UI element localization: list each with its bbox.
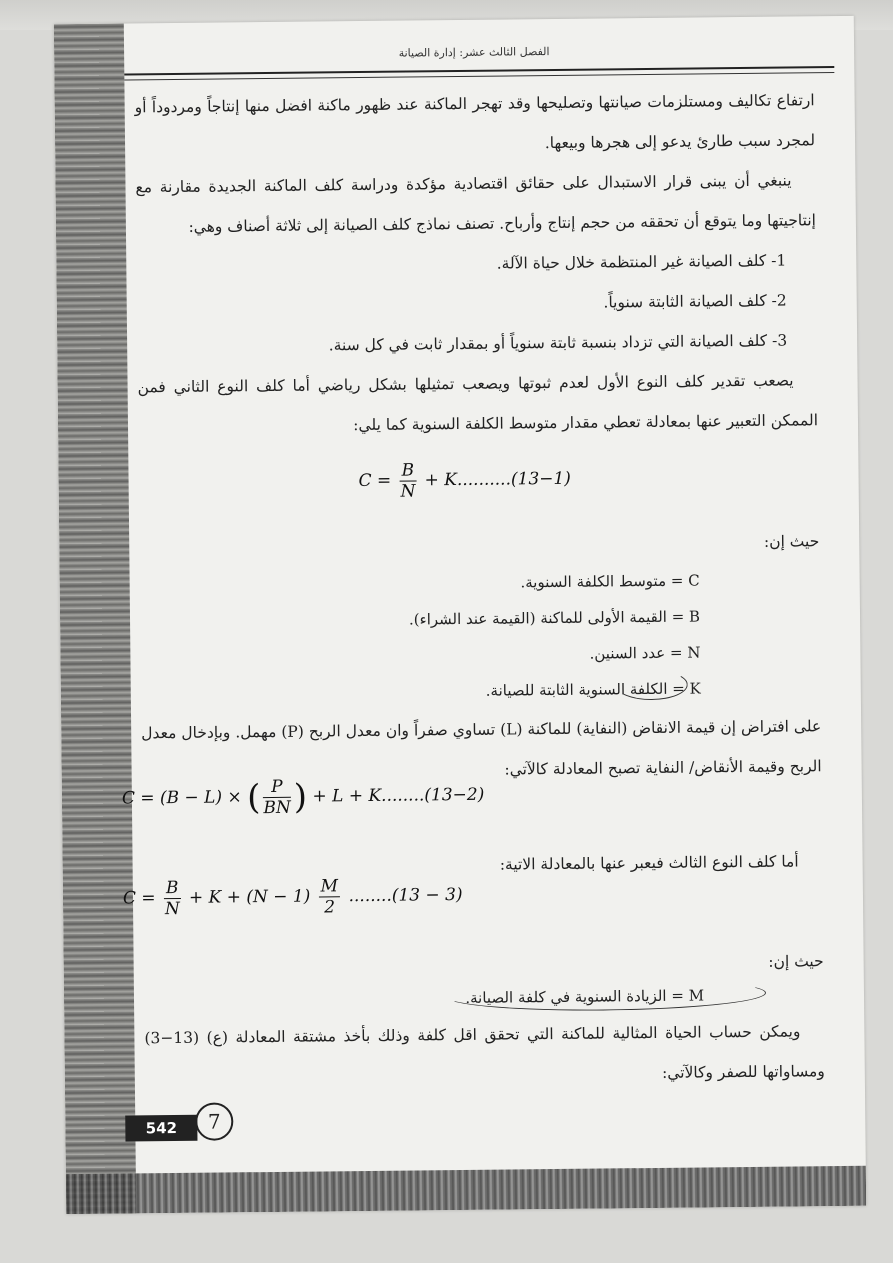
- book-spine-shadow: [54, 23, 136, 1214]
- equation-13-2: [122, 775, 485, 820]
- eq2-denominator: BN: [263, 797, 291, 819]
- definition-item: C = متوسط الكلفة السنوية.: [520, 571, 700, 592]
- eq1-lhs: C =: [358, 470, 392, 492]
- list-item: 2- كلف الصيانة الثابتة سنوياً.: [603, 291, 787, 312]
- list-item: 3- كلف الصيانة التي تزداد بنسبة ثابتة سنوياً أو بمقدار ثابت في كل سنة.: [328, 331, 788, 355]
- handwritten-circled-number: 7: [195, 1102, 233, 1140]
- list-item: 1- كلف الصيانة غير المنتظمة خلال حياة الآلة.: [496, 251, 787, 273]
- paragraph-2: ينبغي أن يبنى قرار الاستبدال على حقائق اقتصادية مؤكدة ودراسة كلف الماكنة الجديدة مقارنة مع إنتاجيتها وما يتوقع أن تحققه من حجم إنتاج وأرباح. تصنف نماذج كلف الصيانة إلى ثلاثة أصناف وهي:: [135, 171, 816, 236]
- where-label: حيث إن:: [768, 952, 824, 971]
- eq3-rest: ........(13 − 3): [348, 884, 463, 907]
- paragraph-third: أما كلف النوع الثالث فيعبر عنها بالمعادلة الاتية:: [499, 852, 799, 874]
- eq3-numerator-1: B: [164, 878, 181, 899]
- definition-item: B = القيمة الأولى للماكنة (القيمة عند الشراء).: [408, 607, 701, 629]
- eq3-denominator-2: 2: [324, 897, 336, 918]
- cost-types-list: [136, 240, 817, 367]
- equation-13-3: [123, 875, 463, 920]
- page-number: 542: [125, 1115, 197, 1142]
- chapter-header: الفصل الثالث عشر: إدارة الصيانة: [398, 45, 550, 60]
- paren-close: ): [293, 777, 308, 818]
- eq1-denominator: N: [400, 481, 416, 502]
- eq3-fraction-1: [164, 878, 181, 919]
- eq2-rest: + L + K........(13−2): [312, 784, 485, 807]
- eq2-fraction: [263, 777, 291, 818]
- paragraph-1: ارتفاع تكاليف ومستلزمات صيانتها وتصليحها وقد تهجر الماكنة عند ظهور ماكنة افضل منها إنتاجاً ومردوداً أو لمجرد سبب طارئ يدعو إلى هجرها وبيعها.: [134, 91, 816, 153]
- eq2-lhs: C = (B − L) ×: [121, 787, 242, 809]
- eq1-rest: + K..........(13−1): [424, 468, 571, 491]
- where-label: حيث إن:: [763, 532, 820, 551]
- eq3-numerator-2: M: [319, 876, 341, 897]
- scan-bottom-edge: [66, 1166, 866, 1214]
- optimal-life-block: [144, 1011, 825, 1098]
- eq1-fraction: [399, 460, 416, 501]
- paragraph-optimal: ويمكن حساب الحياة المثالية للماكنة التي تحقق اقل كلفة وذلك بأخذ مشتقة المعادلة (ع) (13−3) ومساواتها للصفر وكالآتي:: [144, 1022, 825, 1082]
- eq1-numerator: B: [399, 460, 416, 481]
- definition-item: M = الزيادة السنوية في كلفة الصيانة.: [465, 986, 705, 1007]
- eq3-fraction-2: [319, 876, 341, 917]
- definition-item: N = عدد السنين.: [589, 643, 701, 663]
- definition-item: K = الكلفة السنوية الثابتة للصيانة.: [485, 679, 701, 700]
- paren-open: (: [246, 777, 261, 818]
- page-body: [134, 80, 818, 447]
- eq3-denominator-1: N: [164, 898, 180, 920]
- paragraph-3: يصعب تقدير كلف النوع الأول لعدم ثبوتها ويصعب تمثيلها بشكل رياضي أما كلف النوع الثاني فمن الممكن التعبير عنها بمعادلة تعطي مقدار متوسط الكلفة السنوية كما يلي:: [137, 371, 819, 435]
- paragraph-salvage: على افتراض إن قيمة الانقاض (النفاية) للماكنة (L) تساوي صفراً وان معدل الربح (P) مهمل. وبإدخال معدل الربح وقيمة الأنقاض/ النفاية تصبح المعادلة كالآتي:: [141, 717, 822, 779]
- eq3-lhs: C =: [122, 888, 156, 909]
- where-label-1-block: [139, 521, 819, 568]
- equation-13-1: [358, 459, 571, 502]
- eq2-numerator: P: [263, 777, 291, 798]
- document-page: [54, 16, 866, 1214]
- eq3-middle: + K + (N − 1): [188, 886, 311, 908]
